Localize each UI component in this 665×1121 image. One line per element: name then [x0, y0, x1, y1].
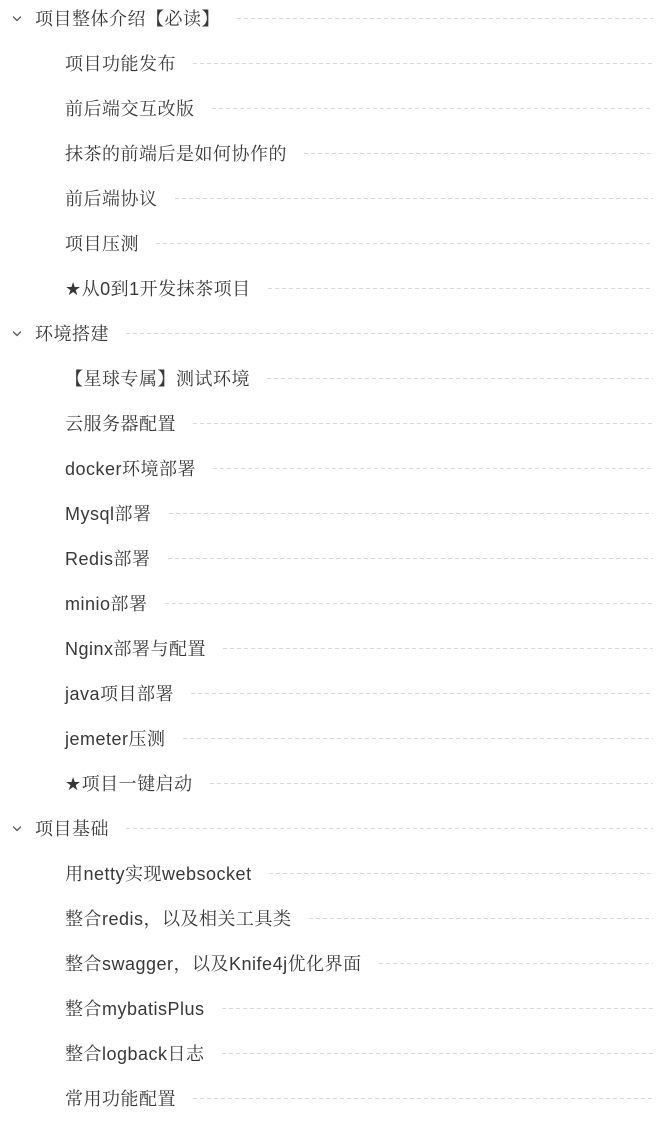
item-label[interactable]: 整合mybatisPlus	[65, 998, 205, 1019]
tree-item-row[interactable]	[0, 851, 665, 896]
chevron-down-icon[interactable]	[10, 327, 24, 341]
section-label[interactable]: 项目基础	[35, 818, 109, 839]
dashed-leader-line	[222, 1053, 653, 1054]
tree-item-row[interactable]	[0, 446, 665, 491]
item-label[interactable]: jemeter压测	[65, 728, 166, 749]
dashed-leader-line	[210, 783, 653, 784]
chevron-down-icon[interactable]	[10, 12, 24, 26]
dashed-leader-line	[169, 513, 653, 514]
dashed-leader-line	[309, 918, 653, 919]
item-label[interactable]: 整合redis，以及相关工具类	[65, 908, 292, 929]
tree-item-row[interactable]	[0, 266, 665, 311]
tree-item-row[interactable]	[0, 491, 665, 536]
dashed-leader-line	[165, 603, 653, 604]
item-label[interactable]: ★项目一键启动	[65, 773, 193, 794]
dashed-leader-line	[222, 1008, 653, 1009]
tree-item-row[interactable]	[0, 41, 665, 86]
tree-item-row[interactable]	[0, 896, 665, 941]
item-label[interactable]: java项目部署	[65, 683, 175, 704]
tree-section-row[interactable]	[0, 0, 665, 41]
dashed-leader-line	[223, 648, 653, 649]
dashed-leader-line	[156, 243, 653, 244]
dashed-leader-line	[268, 288, 653, 289]
tree-item-row[interactable]	[0, 221, 665, 266]
item-label[interactable]: 云服务器配置	[65, 413, 176, 434]
dashed-leader-line	[267, 378, 653, 379]
item-label[interactable]: 【星球专属】测试环境	[65, 368, 250, 389]
dashed-leader-line	[193, 63, 653, 64]
tree-item-row[interactable]	[0, 626, 665, 671]
tree-item-row[interactable]	[0, 86, 665, 131]
tree-item-row[interactable]	[0, 671, 665, 716]
tree-item-row[interactable]	[0, 131, 665, 176]
tree-item-row[interactable]	[0, 941, 665, 986]
tree-item-row[interactable]	[0, 401, 665, 446]
item-label[interactable]: Nginx部署与配置	[65, 638, 207, 659]
section-label[interactable]: 环境搭建	[35, 323, 109, 344]
tree-section-row[interactable]	[0, 311, 665, 356]
item-label[interactable]: 前后端协议	[65, 188, 158, 209]
item-label[interactable]: ★从0到1开发抹茶项目	[65, 278, 251, 299]
item-label[interactable]: 项目功能发布	[65, 53, 176, 74]
dashed-leader-line	[379, 963, 653, 964]
dashed-leader-line	[191, 693, 653, 694]
item-label[interactable]: 抹茶的前端后是如何协作的	[65, 143, 287, 164]
chevron-down-icon[interactable]	[10, 822, 24, 836]
dashed-leader-line	[304, 153, 653, 154]
item-label[interactable]: 整合swagger，以及Knife4j优化界面	[65, 953, 362, 974]
item-label[interactable]: 前后端交互改版	[65, 98, 195, 119]
item-label[interactable]: Redis部署	[65, 548, 151, 569]
tree-item-row[interactable]	[0, 761, 665, 806]
dashed-leader-line	[183, 738, 653, 739]
tree-item-row[interactable]	[0, 1076, 665, 1121]
dashed-leader-line	[237, 18, 653, 19]
tree-item-row[interactable]	[0, 581, 665, 626]
dashed-leader-line	[193, 1098, 653, 1099]
dashed-leader-line	[175, 198, 654, 199]
tree-section-row[interactable]	[0, 806, 665, 851]
dashed-leader-line	[213, 468, 653, 469]
dashed-leader-line	[212, 108, 654, 109]
dashed-leader-line	[193, 423, 653, 424]
item-label[interactable]: 项目压测	[65, 233, 139, 254]
tree-item-row[interactable]	[0, 356, 665, 401]
dashed-leader-line	[269, 873, 653, 874]
dashed-leader-line	[126, 333, 653, 334]
dashed-leader-line	[168, 558, 653, 559]
item-label[interactable]: 用netty实现websocket	[65, 863, 252, 884]
item-label[interactable]: minio部署	[65, 593, 148, 614]
item-label[interactable]: docker环境部署	[65, 458, 197, 479]
item-label[interactable]: 常用功能配置	[65, 1088, 176, 1109]
tree-item-row[interactable]	[0, 1031, 665, 1076]
tree-item-row[interactable]	[0, 536, 665, 581]
item-label[interactable]: 整合logback日志	[65, 1043, 205, 1064]
dashed-leader-line	[126, 828, 653, 829]
tree-item-row[interactable]	[0, 716, 665, 761]
tree-item-row[interactable]	[0, 986, 665, 1031]
item-label[interactable]: Mysql部署	[65, 503, 152, 524]
section-label[interactable]: 项目整体介绍【必读】	[35, 8, 220, 29]
tree-item-row[interactable]	[0, 176, 665, 221]
